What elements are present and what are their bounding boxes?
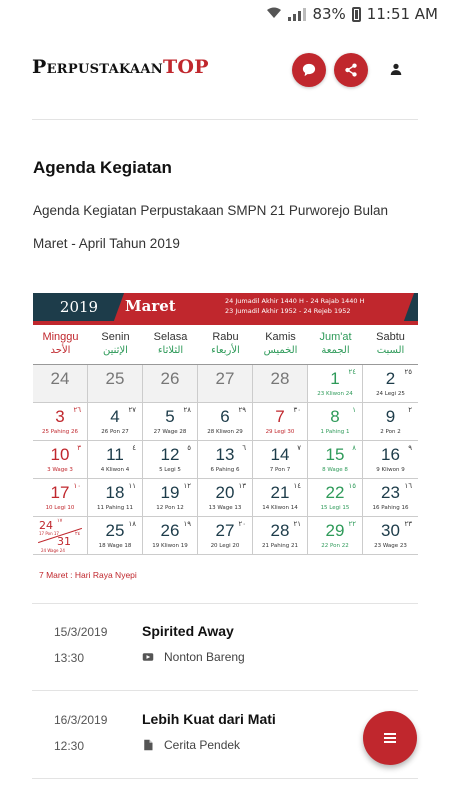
day-number: 24 — [50, 369, 70, 388]
day-number: 16 — [381, 445, 400, 464]
hijri-day: ٢٧ — [128, 406, 136, 414]
javanese-day: 1 Pahing 1 — [320, 429, 350, 435]
agenda-divider — [32, 778, 418, 779]
javanese-day: 10 Legi 10 — [45, 505, 75, 511]
agenda-time: 12:30 — [54, 739, 85, 753]
day-number: 9 — [385, 407, 396, 426]
calendar-day-cell[interactable] — [308, 517, 363, 555]
calendar-day-cell[interactable] — [253, 441, 308, 479]
day-number: 7 — [275, 407, 285, 426]
calendar-day-cell[interactable] — [143, 403, 198, 441]
header-divider — [32, 119, 418, 120]
calendar-day-cell[interactable] — [33, 365, 88, 403]
agenda-category-label: Nonton Bareng — [164, 650, 245, 664]
hijri-day: ٨ — [352, 444, 356, 452]
hijri-day: ١١ — [128, 482, 136, 490]
agenda-title[interactable]: Spirited Away — [142, 623, 234, 639]
hijri-day: ٢١ — [293, 520, 301, 528]
day-number: 14 — [270, 445, 290, 464]
day-number: 1 — [330, 369, 340, 388]
calendar-day-cell[interactable] — [308, 365, 363, 403]
javanese-day: 2 Pon 2 — [380, 429, 401, 435]
calendar-day-cell[interactable] — [143, 441, 198, 479]
weekday-latin: Jum'at — [319, 331, 352, 343]
day-number: 13 — [215, 445, 235, 464]
document-icon — [142, 739, 154, 751]
signal-icon — [288, 7, 306, 21]
day-number: 2 — [385, 369, 396, 388]
calendar-day-cell[interactable] — [88, 365, 143, 403]
calendar-day-cell[interactable] — [143, 479, 198, 517]
battery-level: 83% — [312, 5, 346, 23]
calendar-day-cell[interactable] — [363, 479, 418, 517]
day-number: 26 — [160, 521, 180, 540]
hijri-day: ٢٤ — [75, 531, 81, 537]
calendar-day-cell[interactable] — [88, 479, 143, 517]
hijri-day: ٣ — [77, 444, 81, 452]
calendar-month: Maret — [125, 297, 176, 315]
javanese-day: 5 Legi 5 — [159, 467, 181, 473]
hijri-day: ٢٤ — [348, 368, 356, 376]
javanese-day: 7 Pon 7 — [269, 467, 291, 473]
calendar-day-cell[interactable] — [253, 403, 308, 441]
agenda-date: 15/3/2019 — [54, 625, 108, 639]
day-number: 10 — [50, 445, 70, 464]
share-button[interactable] — [334, 53, 368, 87]
weekday-arabic: الأربعاء — [211, 345, 240, 356]
weekday-selasa — [143, 325, 198, 364]
javanese-day: 24 Legi 25 — [376, 391, 405, 397]
calendar-day-cell[interactable] — [88, 517, 143, 555]
weekday-latin: Sabtu — [376, 331, 405, 343]
hijri-day: ١٤ — [293, 482, 301, 490]
calendar-day-cell[interactable] — [33, 441, 88, 479]
day-number: 31 — [57, 535, 71, 548]
calendar-day-cell[interactable] — [88, 403, 143, 441]
day-number: 17 — [50, 483, 70, 502]
weekday-rabu — [198, 325, 253, 364]
hijri-day: ٢ — [408, 406, 412, 414]
agenda-date: 16/3/2019 — [54, 713, 108, 727]
agenda-title[interactable]: Lebih Kuat dari Mati — [142, 711, 276, 727]
hijri-day: ١٣ — [238, 482, 246, 490]
hijri-day: ٤ — [132, 444, 136, 452]
day-number: 28 — [270, 521, 290, 540]
javanese-day: 20 Legi 20 — [210, 543, 240, 549]
hijri-day: ٩ — [408, 444, 412, 452]
user-icon — [390, 63, 402, 75]
calendar-day-cell[interactable] — [253, 517, 308, 555]
menu-icon — [382, 730, 398, 746]
agenda-category-label: Cerita Pendek — [164, 738, 241, 752]
weekday-senin — [88, 325, 143, 364]
day-number: 26 — [160, 369, 180, 388]
hijri-day: ١٧ — [57, 518, 63, 524]
javanese-day: 27 Wage 28 — [153, 429, 187, 435]
weekday-arabic: الإثنين — [103, 345, 128, 356]
weekday-arabic: السبت — [376, 345, 405, 356]
calendar-day-cell[interactable] — [198, 479, 253, 517]
calendar-day-cell[interactable] — [308, 403, 363, 441]
calendar-day-cell[interactable] — [253, 479, 308, 517]
javanese-day: 19 Kliwon 19 — [152, 543, 188, 549]
share-icon — [344, 63, 358, 77]
hijri-day: ٣٠ — [293, 406, 301, 414]
javanese-day: 9 Kliwon 9 — [376, 467, 405, 473]
menu-fab-button[interactable] — [363, 711, 417, 765]
app-logo[interactable] — [32, 56, 209, 78]
battery-icon — [352, 7, 361, 22]
status-bar — [0, 0, 450, 28]
page-title: Agenda Kegiatan — [33, 158, 172, 177]
hijri-day: ٥ — [187, 444, 191, 452]
day-number: 24 — [39, 519, 53, 532]
calendar-day-cell[interactable] — [198, 403, 253, 441]
calendar-day-cell[interactable] — [88, 441, 143, 479]
day-number: 22 — [325, 483, 345, 502]
weekday-latin: Senin — [101, 331, 130, 343]
javanese-day: 16 Pahing 16 — [372, 505, 409, 511]
javanese-day: 17 Pon 17 — [39, 531, 59, 536]
hijri-day: ٧ — [297, 444, 301, 452]
day-number: 3 — [55, 407, 65, 426]
calendar-day-cell[interactable] — [363, 517, 418, 555]
weekday-latin: Kamis — [265, 331, 296, 343]
javanese-day: 28 Kliwon 29 — [207, 429, 243, 435]
hijri-day: ١٠ — [73, 482, 81, 490]
weekday-jumat — [308, 325, 363, 364]
javanese-day: 23 Wage 23 — [374, 543, 407, 549]
weekday-arabic: الأحد — [50, 345, 71, 356]
javanese-day: 4 Kliwon 4 — [100, 467, 130, 473]
javanese-day: 3 Wage 3 — [47, 467, 73, 473]
hijri-day: ١٦ — [404, 482, 412, 490]
hijri-day: ٢٩ — [238, 406, 246, 414]
hijri-line-2: 23 Jumadil Akhir 1952 - 24 Rejeb 1952 — [225, 307, 351, 315]
javanese-day: 26 Pon 27 — [101, 429, 129, 435]
javanese-day: 14 Kliwon 14 — [262, 505, 298, 511]
chat-icon — [302, 63, 316, 77]
weekday-sabtu — [363, 325, 418, 364]
weekday-latin: Minggu — [42, 331, 79, 343]
hijri-day: ٢٣ — [404, 520, 412, 528]
day-number: 4 — [110, 407, 120, 426]
calendar-day-cell[interactable] — [143, 517, 198, 555]
javanese-day: 25 Pahing 26 — [42, 429, 78, 435]
javanese-day: 18 Wage 18 — [98, 543, 132, 549]
hijri-day: ١٨ — [128, 520, 136, 528]
hijri-line-1: 24 Jumadil Akhir 1440 H - 24 Rajab 1440 H — [225, 297, 365, 305]
day-number: 21 — [270, 483, 290, 502]
calendar-day-cell[interactable] — [33, 517, 88, 555]
day-number: 23 — [381, 483, 400, 502]
page-description: Agenda Kegiatan Perpustakaan SMPN 21 Purworejo Bulan Maret - April Tahun 2019 — [33, 203, 388, 251]
hijri-day: ١٢ — [183, 482, 191, 490]
weekday-arabic: الخميس — [263, 345, 298, 356]
logo-main: Perpustakaan — [32, 56, 163, 78]
javanese-day: 8 Wage 8 — [322, 467, 348, 473]
day-number: 6 — [220, 407, 230, 426]
javanese-day: 29 Legi 30 — [265, 429, 295, 435]
video-icon — [142, 651, 154, 663]
clock: 11:51 AM — [366, 5, 438, 23]
weekday-arabic: الجمعة — [321, 345, 350, 356]
holiday-note: 7 Maret : Hari Raya Nyepi — [39, 570, 137, 580]
calendar-day-cell[interactable] — [363, 365, 418, 403]
day-number: 25 — [105, 369, 125, 388]
hijri-day: ١٩ — [183, 520, 191, 528]
logo-accent: TOP — [162, 56, 209, 78]
calendar-day-cell[interactable] — [143, 365, 198, 403]
day-number: 20 — [215, 483, 235, 502]
weekday-minggu — [33, 325, 88, 364]
calendar-day-cell[interactable] — [33, 479, 88, 517]
day-number: 12 — [160, 445, 180, 464]
hijri-day: ٢٥ — [404, 368, 412, 376]
user-button[interactable] — [388, 60, 404, 78]
weekday-latin: Rabu — [212, 331, 239, 343]
day-number: 30 — [381, 521, 400, 540]
agenda-divider — [32, 690, 418, 691]
day-number: 28 — [270, 369, 290, 388]
day-number: 19 — [160, 483, 180, 502]
javanese-day: 13 Wage 13 — [208, 505, 242, 511]
day-number: 27 — [215, 521, 235, 540]
wifi-icon — [266, 5, 282, 23]
hijri-day: ٢٠ — [238, 520, 246, 528]
calendar-day-cell[interactable] — [198, 365, 253, 403]
day-number: 15 — [325, 445, 345, 464]
calendar-day-cell[interactable] — [308, 479, 363, 517]
calendar — [33, 293, 418, 555]
day-number: 29 — [325, 521, 345, 540]
hijri-day: ٢٢ — [348, 520, 356, 528]
javanese-day: 22 Pon 22 — [321, 543, 349, 549]
javanese-day: 23 Kliwon 24 — [317, 391, 353, 397]
calendar-day-cell[interactable] — [198, 517, 253, 555]
agenda-category — [142, 650, 245, 664]
javanese-day: 11 Pahing 11 — [97, 505, 133, 511]
day-number: 5 — [165, 407, 175, 426]
calendar-day-cell[interactable] — [363, 403, 418, 441]
calendar-year: 2019 — [33, 293, 125, 321]
calendar-header — [33, 293, 418, 321]
weekday-kamis — [253, 325, 308, 364]
day-number: 11 — [106, 445, 124, 464]
weekday-header — [33, 325, 418, 365]
app-header — [0, 42, 450, 98]
javanese-day: 24 Wage 24 — [41, 548, 65, 553]
day-number: 27 — [215, 369, 235, 388]
hijri-day: ٢٦ — [73, 406, 81, 414]
hijri-range — [225, 296, 365, 316]
javanese-day: 21 Pahing 21 — [262, 543, 298, 549]
javanese-day: 12 Pon 12 — [156, 505, 184, 511]
calendar-day-cell[interactable] — [253, 365, 308, 403]
weekday-latin: Selasa — [153, 331, 188, 343]
calendar-day-cell[interactable] — [33, 403, 88, 441]
javanese-day: 6 Pahing 6 — [210, 467, 240, 473]
calendar-day-cell[interactable] — [308, 441, 363, 479]
day-number: 18 — [105, 483, 125, 502]
agenda-category — [142, 738, 240, 752]
day-number: 25 — [105, 521, 125, 540]
hijri-day: ٦ — [242, 444, 246, 452]
weekday-arabic: الثلاثاء — [157, 345, 184, 356]
calendar-day-cell[interactable] — [363, 441, 418, 479]
calendar-grid — [33, 365, 418, 555]
agenda-time: 13:30 — [54, 651, 85, 665]
javanese-day: 15 Legi 15 — [320, 505, 350, 511]
hijri-day: ١ — [352, 406, 356, 414]
chat-button[interactable] — [292, 53, 326, 87]
day-number: 8 — [330, 407, 340, 426]
hijri-day: ١٥ — [348, 482, 356, 490]
calendar-divider — [32, 603, 418, 604]
hijri-day: ٢٨ — [183, 406, 191, 414]
calendar-day-cell[interactable] — [198, 441, 253, 479]
